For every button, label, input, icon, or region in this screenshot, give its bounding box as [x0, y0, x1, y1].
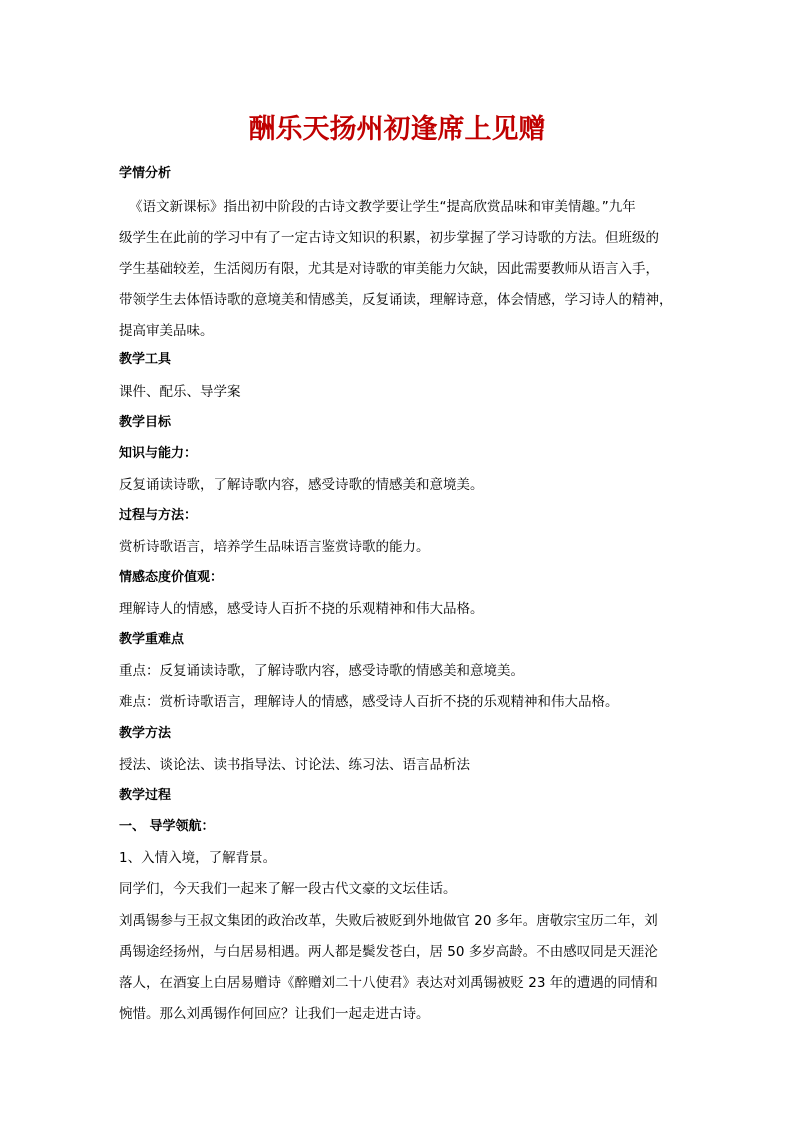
paragraph-line: 惋惜。那么刘禹锡作何回应？让我们一起走进古诗。: [119, 1006, 430, 1022]
list-item-background: 1、入情入境，了解背景。: [119, 850, 277, 866]
heading-key-points: 教学重难点: [119, 632, 185, 647]
text-teaching-tools: 课件、配乐、导学案: [119, 384, 241, 400]
text-emotion-values: 理解诗人的情感，感受诗人百折不挠的乐观精神和伟大品格。: [119, 601, 484, 617]
paragraph-line: 级学生在此前的学习中有了一定古诗文知识的积累，初步掌握了学习诗歌的方法。但班级的: [119, 230, 659, 246]
paragraph-line: 学生基础较差，生活阅历有限，尤其是对诗歌的审美能力欠缺，因此需要教师从语言入手，: [119, 261, 659, 277]
paragraph-line: 《语文新课标》指出初中阶段的古诗文教学要让学生“提高欣赏品味和审美情趣。”九年: [129, 199, 636, 215]
text-process-method: 赏析诗歌语言，培养学生品味语言鉴赏诗歌的能力。: [119, 539, 430, 555]
heading-teaching-methods: 教学方法: [119, 726, 172, 741]
document-title: 酬乐天扬州初逢席上见赠: [248, 114, 546, 145]
paragraph-line: 落人，在酒宴上白居易赠诗《醉赠刘二十八使君》表达对刘禹锡被贬 23 年的遭遇的同情和: [119, 975, 658, 991]
heading-learning-analysis: 学情分析: [119, 166, 172, 181]
text-knowledge-ability: 反复诵读诗歌，了解诗歌内容，感受诗歌的情感美和意境美。: [119, 477, 484, 493]
subheading-process-method: 过程与方法：: [119, 508, 198, 523]
paragraph-line: 带领学生去体悟诗歌的意境美和情感美，反复诵读，理解诗意，体会情感，学习诗人的精神，: [119, 292, 673, 308]
paragraph-line: 刘禹锡参与王叔文集团的政治改革，失败后被贬到外地做官 20 多年。唐敬宗宝历二年，刘: [119, 913, 658, 929]
subheading-knowledge-ability: 知识与能力：: [119, 446, 198, 461]
heading-teaching-process: 教学过程: [119, 788, 172, 803]
subheading-emotion-values: 情感态度价值观：: [119, 570, 224, 585]
subheading-guided-navigation: 一、 导学领航：: [119, 819, 215, 834]
paragraph-learning-analysis: [119, 192, 679, 347]
text-key-point: 重点：反复诵读诗歌，了解诗歌内容，感受诗歌的情感美和意境美。: [119, 663, 524, 679]
text-teaching-methods: 授法、谈论法、读书指导法、讨论法、练习法、语言品析法: [119, 757, 470, 773]
paragraph-background-story: [119, 906, 679, 1030]
heading-teaching-tools: 教学工具: [119, 352, 172, 367]
text-difficult-point: 难点：赏析诗歌语言，理解诗人的情感，感受诗人百折不挠的乐观精神和伟大品格。: [119, 694, 619, 710]
paragraph-line: 禹锡途经扬州，与白居易相遇。两人都是鬓发苍白，居 50 多岁高龄。不由感叹同是天涯沦: [119, 944, 658, 960]
heading-teaching-goals: 教学目标: [119, 415, 172, 430]
text-introduction: 同学们，今天我们一起来了解一段古代文豪的文坛佳话。: [119, 881, 457, 897]
paragraph-line: 提高审美品味。: [119, 323, 214, 339]
